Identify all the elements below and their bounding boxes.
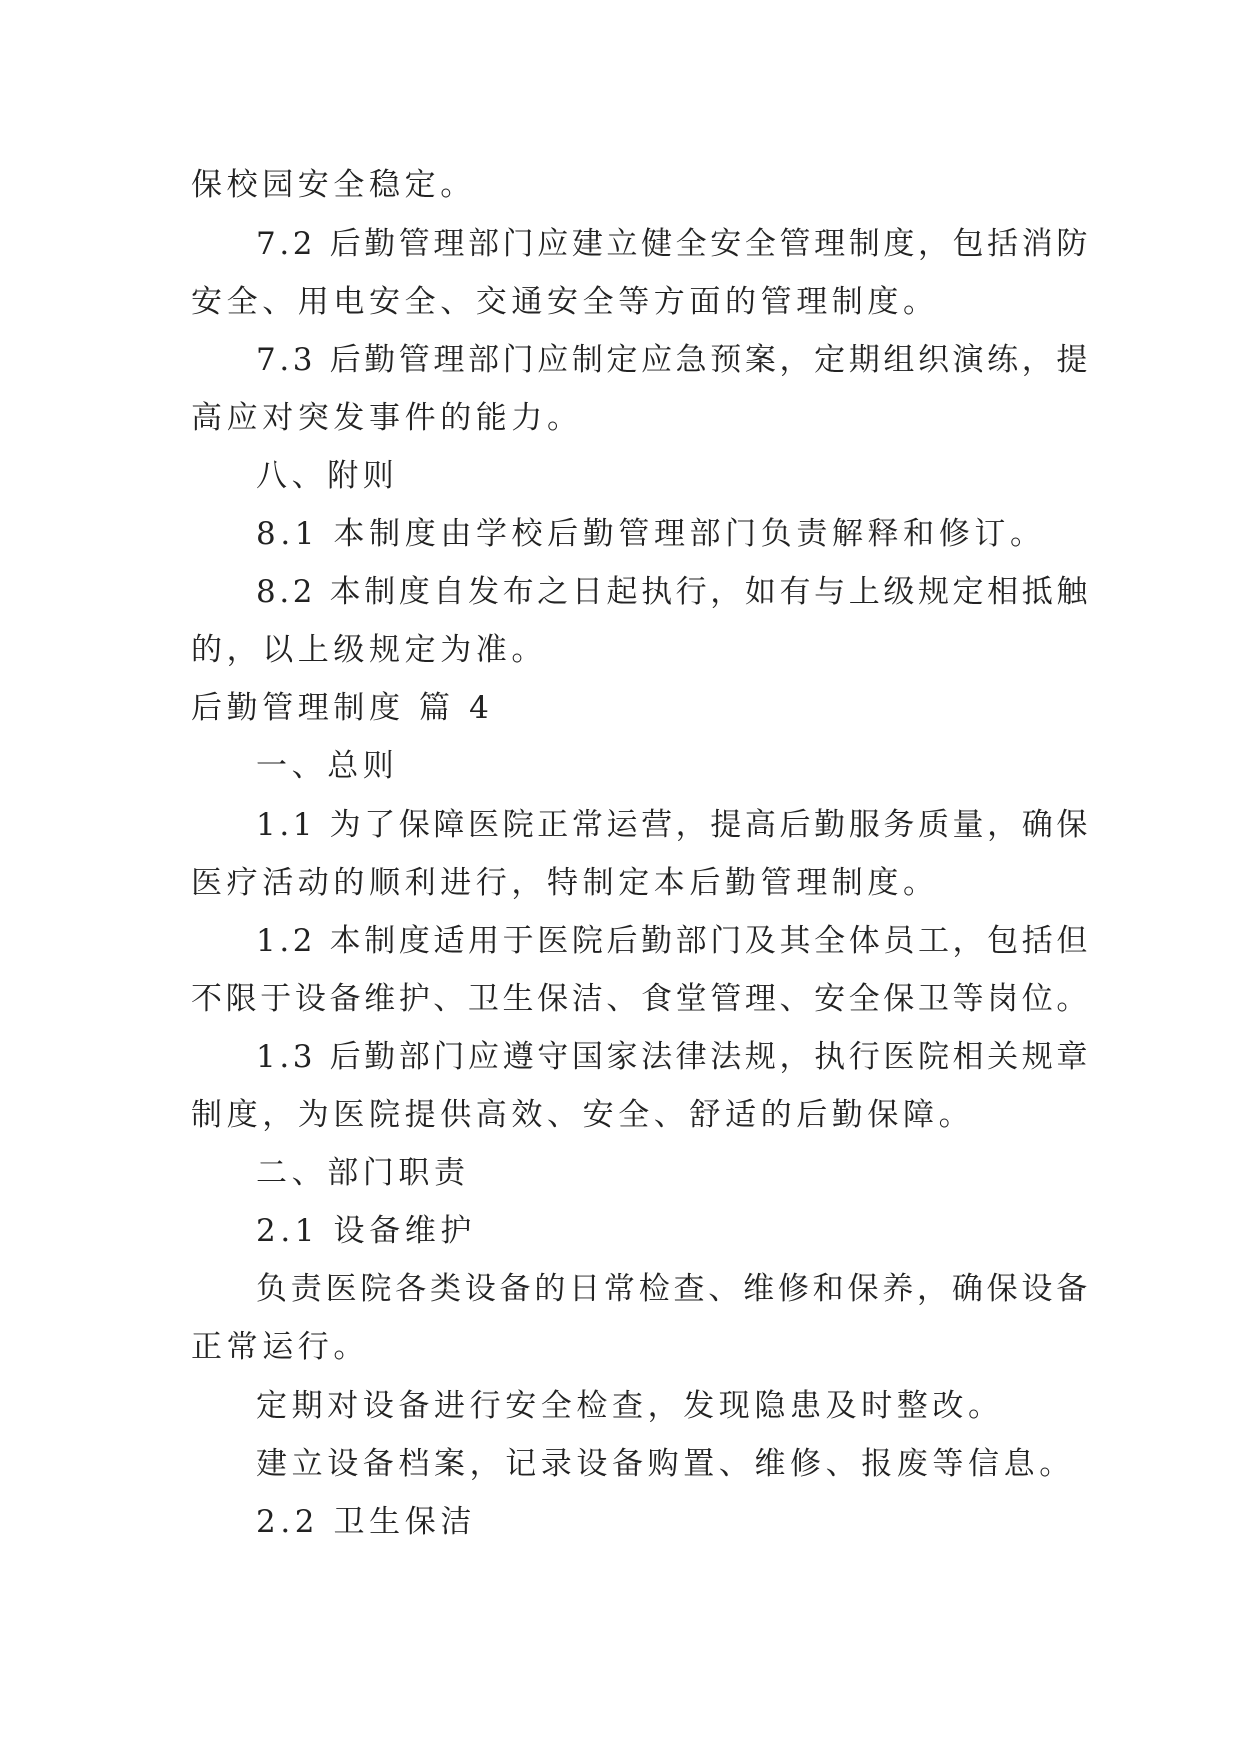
section-heading: 二、部门职责 <box>256 1155 470 1191</box>
section-heading: 一、总则 <box>256 748 399 784</box>
text-line: 高应对突发事件的能力。 <box>191 400 583 436</box>
text-line: 正常运行。 <box>191 1329 369 1365</box>
text-line: 7.2 后勤管理部门应建立健全安全管理制度，包括消防 <box>256 226 1091 262</box>
section-heading: 八、附则 <box>256 458 399 494</box>
text-line: 保校园安全稳定。 <box>191 167 476 203</box>
text-line: 8.2 本制度自发布之日起执行，如有与上级规定相抵触 <box>256 574 1091 610</box>
subsection-heading: 2.2 卫生保洁 <box>256 1504 476 1540</box>
text-line: 7.3 后勤管理部门应制定应急预案，定期组织演练，提 <box>256 342 1091 378</box>
text-line: 定期对设备进行安全检查，发现隐患及时整改。 <box>256 1388 1004 1424</box>
text-line: 的，以上级规定为准。 <box>191 632 547 668</box>
text-line: 1.3 后勤部门应遵守国家法律法规，执行医院相关规章 <box>256 1039 1091 1075</box>
subsection-heading: 2.1 设备维护 <box>256 1213 476 1249</box>
text-line: 1.1 为了保障医院正常运营，提高后勤服务质量，确保 <box>256 807 1091 843</box>
text-line: 1.2 本制度适用于医院后勤部门及其全体员工，包括但 <box>256 923 1091 959</box>
text-line: 安全、用电安全、交通安全等方面的管理制度。 <box>191 284 939 320</box>
text-line: 制度，为医院提供高效、安全、舒适的后勤保障。 <box>191 1097 975 1133</box>
text-line: 负责医院各类设备的日常检查、维修和保养，确保设备 <box>256 1271 1091 1307</box>
text-line: 8.1 本制度由学校后勤管理部门负责解释和修订。 <box>256 516 1046 552</box>
text-line: 不限于设备维护、卫生保洁、食堂管理、安全保卫等岗位。 <box>191 981 1091 1017</box>
document-title: 后勤管理制度 篇 4 <box>191 690 494 726</box>
text-line: 建立设备档案，记录设备购置、维修、报废等信息。 <box>256 1446 1075 1482</box>
text-line: 医疗活动的顺利进行，特制定本后勤管理制度。 <box>191 865 939 901</box>
